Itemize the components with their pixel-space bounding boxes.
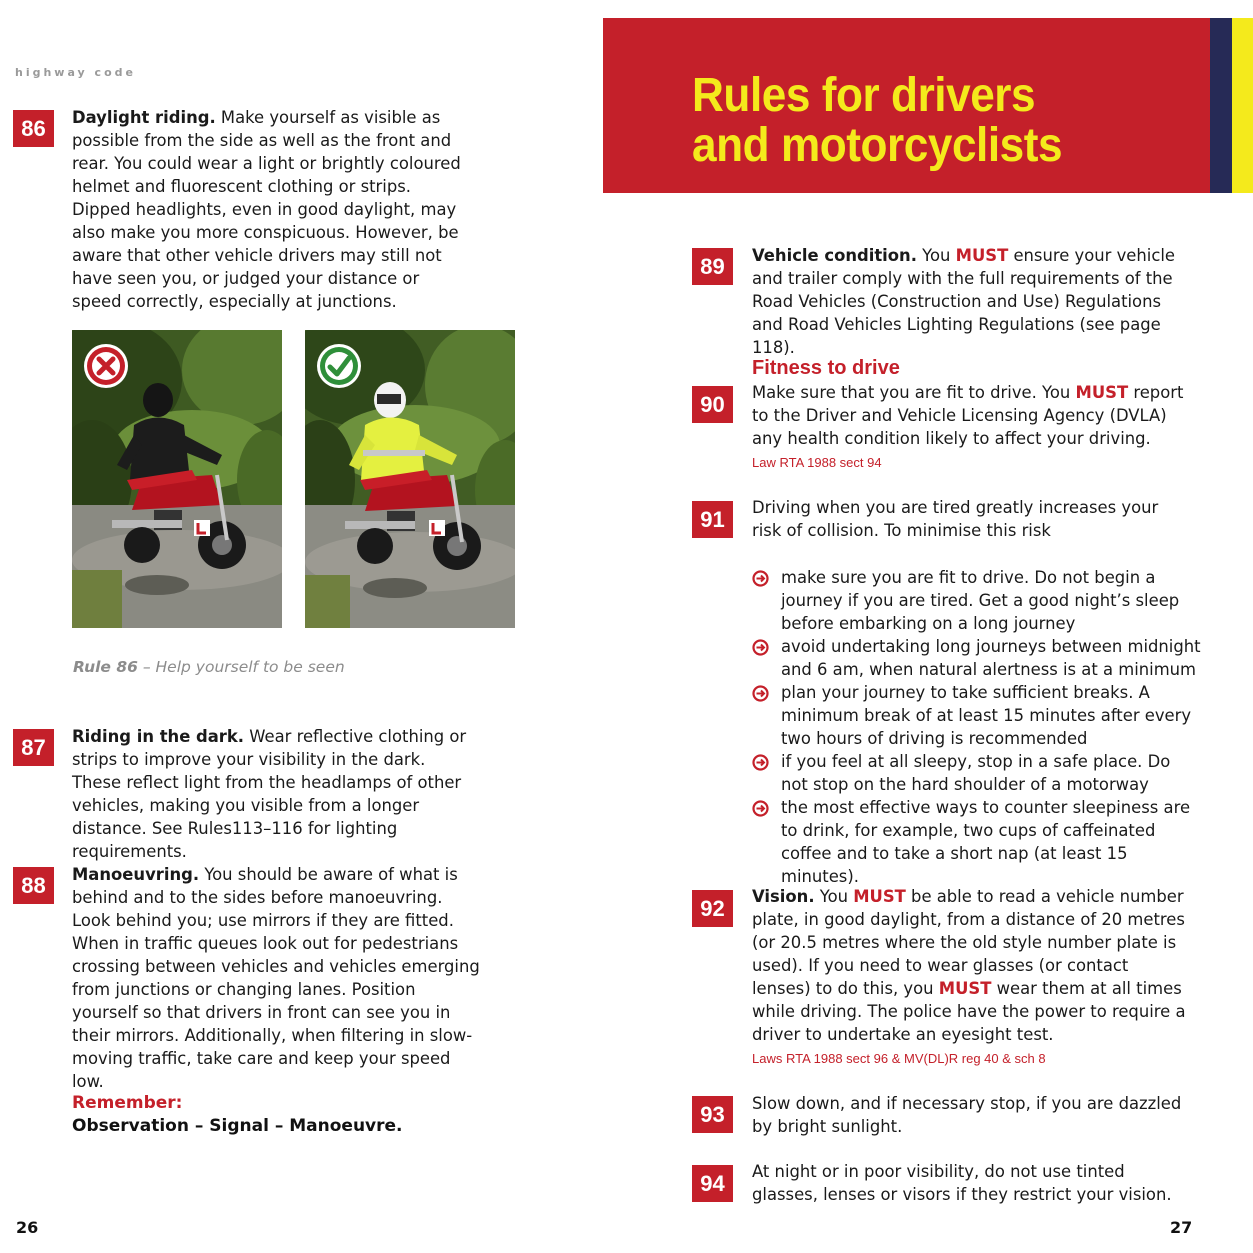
bullet-text: avoid undertaking long journeys between midnight and 6 am, when natural alertness is at a minimum bbox=[781, 637, 1201, 679]
rule-number-94: 94 bbox=[692, 1165, 733, 1202]
rule-90-law: Law RTA 1988 sect 94 bbox=[752, 455, 882, 470]
rule-94-text: At night or in poor visibility, do not use tinted glasses, lenses or visors if they restrict your vision. bbox=[752, 1162, 1172, 1204]
chapter-banner bbox=[603, 18, 1253, 193]
rule-87-body: Wear reflective clothing or strips to improve your visibility in the dark. These reflect light from the headlamps of other vehicles, making you visible from a longer distance. See Rules113–116 for lighting requirements. bbox=[72, 727, 467, 861]
arrow-bullet-icon bbox=[752, 685, 769, 702]
page-number-right: 27 bbox=[1170, 1218, 1193, 1237]
rule-92-body-c: wear them at all times while driving. The police have the power to require a driver to undertake an eyesight test. bbox=[752, 979, 1186, 1044]
chapter-title-line-2: and motorcyclists bbox=[692, 119, 1063, 172]
rule-88-body: You should be aware of what is behind and to the sides before manoeuvring. Look behind you; use mirrors if they are fitted. When in traffic queues look out for pedestrians crossing between vehicles and vehicles emerging from junctions or changing lanes. Position yourself so that drivers in front can see you in their mirrors. Additionally, when filtering in slow-moving traffic, take care and keep your speed low. bbox=[72, 865, 480, 1091]
rule-92-lead: Vision. bbox=[752, 887, 815, 906]
rule-86-text bbox=[72, 106, 472, 313]
rule-92-body-b: be able to read a vehicle number plate, in good daylight, from a distance of 20 metres (or 20.5 metres where the old style number plate is used). If you need to wear glasses (or contact lenses) to do this, you bbox=[752, 887, 1185, 998]
remember-label: Remember: bbox=[72, 1093, 183, 1113]
rule-89-must: MUST bbox=[955, 246, 1009, 265]
page-number-left: 26 bbox=[16, 1218, 39, 1237]
cross-icon bbox=[82, 342, 130, 390]
rule-number-91: 91 bbox=[692, 501, 733, 538]
figure-caption bbox=[73, 658, 345, 676]
arrow-bullet-icon bbox=[752, 570, 769, 587]
rule-92-law: Laws RTA 1988 sect 96 & MV(DL)R reg 40 & sch 8 bbox=[752, 1051, 1046, 1066]
rule-90-text bbox=[752, 381, 1192, 450]
rule-93-text: Slow down, and if necessary stop, if you are dazzled by bright sunlight. bbox=[752, 1094, 1182, 1136]
rule-92-text bbox=[752, 885, 1187, 1046]
rule-number-88: 88 bbox=[13, 867, 54, 904]
caption-text: – Help yourself to be seen bbox=[137, 658, 345, 676]
rule-92-body-a: You bbox=[814, 887, 854, 906]
rule-86-body: Make yourself as visible as possible from the side as well as the front and rear. You could wear a light or brightly coloured helmet and fluorescent clothing or strips. Dipped headlights, even in good daylight, may also make you more conspicuous. However, be aware that other vehicle drivers may still not have seen you, or judged your distance or speed correctly, especially at junctions. bbox=[72, 108, 461, 311]
rule-86-lead: Daylight riding. bbox=[72, 108, 216, 127]
rule-89-body-a: You bbox=[916, 246, 956, 265]
chapter-title bbox=[692, 71, 1062, 171]
rule-number-90: 90 bbox=[692, 386, 733, 423]
bullet-text: plan your journey to take sufficient breaks. A minimum break of at least 15 minutes after every two hours of driving is recommended bbox=[781, 683, 1192, 748]
banner-stripe-navy bbox=[1210, 18, 1232, 193]
rule-87-text bbox=[72, 725, 477, 863]
banner-stripe-yellow bbox=[1232, 18, 1253, 193]
list-item bbox=[752, 635, 1202, 681]
rule-89-body-b: ensure your vehicle and trailer comply with the full requirements of the Road Vehicles (Construction and Use) Regulations and Road Vehicles Lighting Regulations (see page 118). bbox=[752, 246, 1175, 357]
chapter-title-line-1: Rules for drivers bbox=[692, 69, 1036, 122]
list-item bbox=[752, 566, 1202, 635]
section-heading-fitness: Fitness to drive bbox=[752, 357, 900, 379]
rule-90-body-b: report to the Driver and Vehicle Licensing Agency (DVLA) any health condition likely to affect your driving. bbox=[752, 383, 1184, 448]
rule-number-89: 89 bbox=[692, 248, 733, 285]
bullet-text: the most effective ways to counter sleepiness are to drink, for example, two cups of caffeinated coffee and to take a short nap (at least 15 minutes). bbox=[781, 798, 1191, 886]
list-item bbox=[752, 796, 1202, 888]
rule-88-text bbox=[72, 863, 484, 1093]
rule-87-lead: Riding in the dark. bbox=[72, 727, 245, 746]
running-head: highway code bbox=[15, 66, 136, 79]
rule-number-93: 93 bbox=[692, 1096, 733, 1133]
rule-91-bullet-list bbox=[752, 566, 1202, 888]
rule-89-lead: Vehicle condition. bbox=[752, 246, 917, 265]
tick-icon bbox=[315, 342, 363, 390]
caption-rule: Rule 86 bbox=[73, 658, 138, 676]
rule-90-must: MUST bbox=[1075, 383, 1129, 402]
rule-89-text bbox=[752, 244, 1192, 359]
rule-92-must-2: MUST bbox=[938, 979, 992, 998]
remember-text: Observation – Signal – Manoeuvre. bbox=[72, 1116, 403, 1136]
arrow-bullet-icon bbox=[752, 639, 769, 656]
rule-88-lead: Manoeuvring. bbox=[72, 865, 200, 884]
rule-90-body-a: Make sure that you are fit to drive. You bbox=[752, 383, 1076, 402]
rule-number-92: 92 bbox=[692, 890, 733, 927]
arrow-bullet-icon bbox=[752, 754, 769, 771]
bullet-text: if you feel at all sleepy, stop in a safe place. Do not stop on the hard shoulder of a motorway bbox=[781, 752, 1171, 794]
arrow-bullet-icon bbox=[752, 800, 769, 817]
rule-number-86: 86 bbox=[13, 110, 54, 147]
list-item bbox=[752, 681, 1202, 750]
rule-91-text: Driving when you are tired greatly increases your risk of collision. To minimise this risk bbox=[752, 498, 1159, 540]
bullet-text: make sure you are fit to drive. Do not begin a journey if you are tired. Get a good night’s sleep before embarking on a long journey bbox=[781, 568, 1180, 633]
list-item bbox=[752, 750, 1202, 796]
rule-number-87: 87 bbox=[13, 729, 54, 766]
rule-92-must: MUST bbox=[853, 887, 906, 906]
